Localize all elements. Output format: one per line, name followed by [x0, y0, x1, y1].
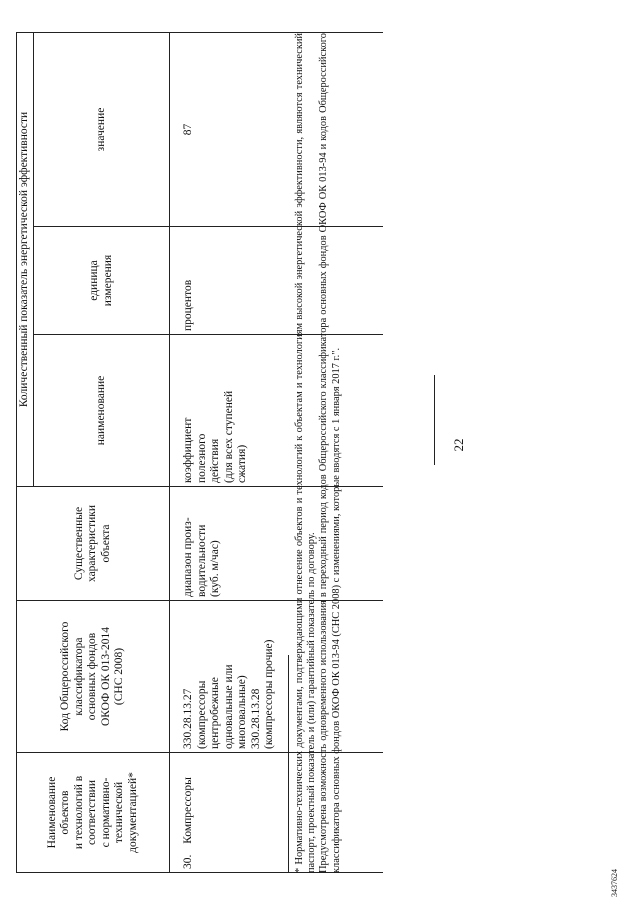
- header-indicator-group: Количественный показатель энергетической эффективности: [17, 32, 34, 486]
- cell-indicator-value: 87: [170, 32, 384, 226]
- header-characteristics: Существенные характеристики объекта: [17, 487, 170, 601]
- footnote-separator: [288, 655, 289, 873]
- header-indicator-value: значение: [34, 32, 170, 226]
- document-id: 3437624: [610, 869, 619, 897]
- row-object-name: Компрессоры: [182, 777, 194, 844]
- rotated-page: [2, 3, 638, 903]
- row-number: 30.: [182, 854, 194, 869]
- footnote-2: Предусмотрена возможность одновременного использования в переходный период кодов Общероссийского классификатора основных фондов ОКОФ ОК 013-94 и кодов Общероссийского классификатора основных фондов ОКОФ ОК 013-94 (СНС 2008) с изменениями, которые вводятся с 1 января 2017 г.".: [318, 33, 342, 873]
- footnote-1: * Нормативно-технических документами, подтверждающими отнесение объектов и технологий к объектам и технологиям высокой энергетической эффективности, являются технический паспорт, проектный показатель и (или) гарантийный показатель по договору.: [294, 33, 318, 873]
- cell-indicator-unit: процентов: [170, 227, 384, 335]
- header-indicator-name: наименование: [34, 335, 170, 487]
- header-indicator-unit: единица измерения: [34, 227, 170, 335]
- header-object-name: Наименование объектов и технологий в соответствии с нормативно-технической документацией*: [17, 753, 170, 873]
- cell-indicator-name: коэффициент полезного действия (для всех ступеней сжатия): [170, 335, 384, 487]
- cell-characteristics: диапазон произ- водительности (куб. м/час): [170, 487, 384, 601]
- center-divider: [434, 375, 435, 465]
- table-row: [170, 32, 384, 872]
- cell-object: [170, 753, 384, 873]
- footnotes: [294, 33, 343, 873]
- page-number: 22: [451, 438, 466, 452]
- cell-okof-code: 330.28.13.27 (компрессоры центробежные одновальные или многовальные) 330.28.13.28 (компрессоры прочие): [170, 601, 384, 753]
- table-header-row: [17, 32, 34, 872]
- header-okof-code: Код Общероссийского классификатора основных фондов ОКОФ ОК 013-2014 (СНС 2008): [17, 601, 170, 753]
